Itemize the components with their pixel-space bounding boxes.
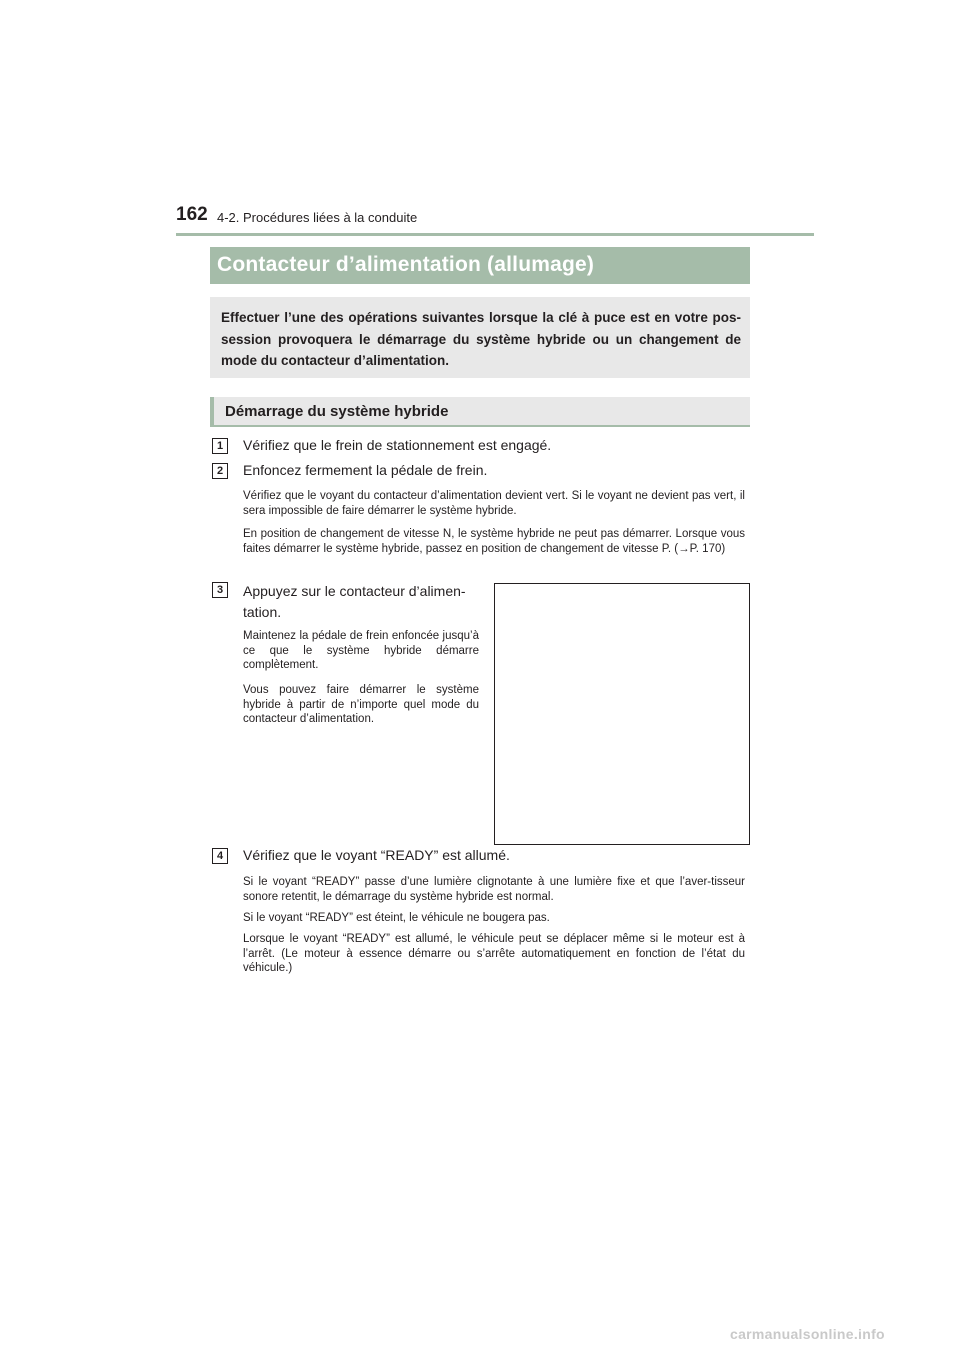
page-number: 162 <box>176 204 208 225</box>
step-3-note-2: Vous pouvez faire démarrer le système hybride à partir de n’importe quel mode du contacteur d’alimentation. <box>243 684 479 725</box>
step-2-text: Enfoncez fermement la pédale de frein. <box>243 462 488 478</box>
step-4-badge: 4 <box>212 848 228 864</box>
step-2-note-2: En position de changement de vitesse N, le système hybride ne peut pas démarrer. Lorsque vous faites démarrer le système hybride, passez en position de changement de vitesse P. (→P. 170) <box>243 528 745 555</box>
step-4-note-3: Lorsque le voyant “READY” est allumé, le véhicule peut se déplacer même si le moteur est à l’arrêt. (Le moteur à essence démarre ou s’arrête automatiquement en fonction de l’état du véhicule.) <box>243 933 745 974</box>
illustration-frame <box>494 583 750 845</box>
step-2-note-1: Vérifiez que le voyant du contacteur d’alimentation devient vert. Si le voyant ne devient pas vert, il sera impossible de faire démarrer le système hybride. <box>243 490 745 517</box>
step-1-badge: 1 <box>212 438 228 454</box>
section-label: 4-2. Procédures liées à la conduite <box>217 210 418 225</box>
step-4-text: Vérifiez que le voyant “READY” est allumé. <box>243 847 510 863</box>
step-4-note-1: Si le voyant “READY” passe d’une lumière clignotante à une lumière fixe et que l’aver-tisseur sonore retentit, le démarrage du système hybride est normal. <box>243 876 745 903</box>
step-2-badge: 2 <box>212 463 228 479</box>
step-3-text: Appuyez sur le contacteur d’alimen-tation. <box>243 583 466 620</box>
step-4-note-2: Si le voyant “READY” est éteint, le véhicule ne bougera pas. <box>243 912 550 924</box>
step-3-note-1: Maintenez la pédale de frein enfoncée jusqu’à ce que le système hybride démarre complètement. <box>243 630 479 671</box>
title-banner <box>210 247 750 284</box>
intro-box <box>210 297 750 378</box>
subheading-bar <box>210 397 750 427</box>
page-title: Contacteur d’alimentation (allumage) <box>217 253 595 276</box>
subheading: Démarrage du système hybride <box>225 403 449 420</box>
header-divider <box>176 233 814 236</box>
step-3-badge: 3 <box>212 582 228 598</box>
step-1-text: Vérifiez que le frein de stationnement est engagé. <box>243 437 552 453</box>
intro-text: Effectuer l’une des opérations suivantes lorsque la clé à puce est en votre pos-session provoquera le démarrage du système hybride ou un changement de mode du contacteur d’alimentation. <box>221 310 741 368</box>
watermark: carmanualsonline.info <box>730 1326 885 1342</box>
